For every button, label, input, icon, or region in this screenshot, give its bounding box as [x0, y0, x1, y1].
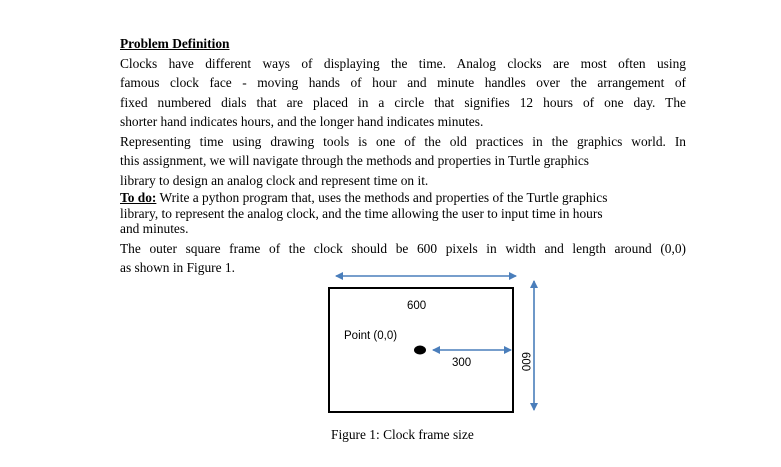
todo-line-1-text: Write a python program that, uses the methods and properties of the Turtle graphics [156, 190, 608, 205]
problem-line-3: fixed numbered dials that are placed in a circle that signifies 12 hours of one day. The [120, 94, 686, 110]
origin-point [414, 346, 426, 355]
problem-line-1: Clocks have different ways of displaying the time. Analog clocks are most often using [120, 55, 686, 71]
todo-line-2: library, to represent the analog clock, and the time allowing the user to input time in hours [120, 205, 603, 221]
height-label: 600 [519, 352, 531, 372]
todo-line-3: and minutes. [120, 221, 189, 236]
problem-line-4: shorter hand indicates hours, and the longer hand indicates minutes. [120, 114, 484, 129]
figure-caption: Figure 1: Clock frame size [331, 427, 474, 442]
problem-line-6: this assignment, we will navigate through the methods and properties in Turtle graphics [120, 153, 589, 168]
point-label: Point (0,0) [344, 330, 398, 342]
problem-line-7: library to design an analog clock and represent time on it. [120, 172, 429, 188]
width-label: 600 [407, 300, 427, 312]
frame-text-line-1: The outer square frame of the clock should be 600 pixels in width and length around (0,0) [120, 240, 686, 256]
problem-heading: Problem Definition [120, 36, 230, 51]
frame-text-line-2: as shown in Figure 1. [120, 260, 235, 275]
problem-line-5: Representing time using drawing tools is one of the old practices in the graphics world. In [120, 133, 686, 149]
problem-line-2: famous clock face - moving hands of hour and minute handles over the arrangement of [120, 75, 686, 90]
radius-label: 300 [452, 357, 472, 369]
todo-label: To do: [120, 190, 157, 205]
